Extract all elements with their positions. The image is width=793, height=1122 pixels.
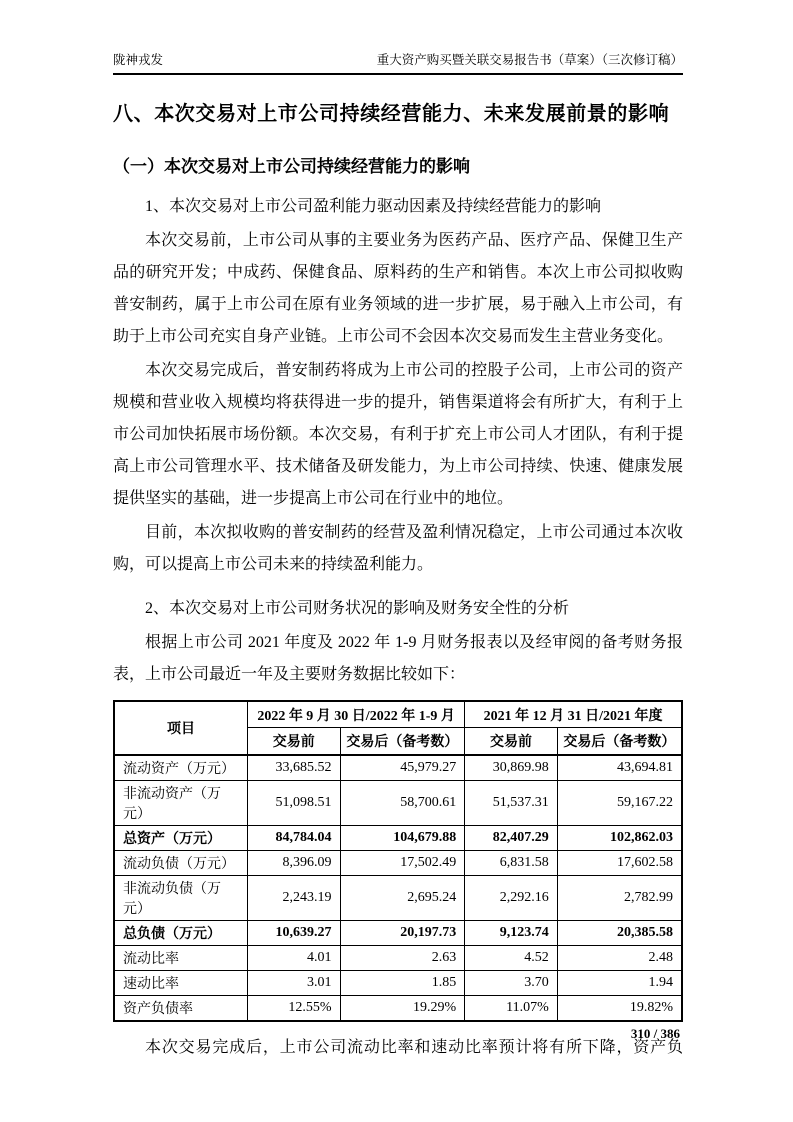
table-header (114, 701, 682, 755)
table-cell: 4.52 (465, 945, 558, 970)
table-cell: 3.70 (465, 970, 558, 995)
table-cell: 43,694.81 (557, 755, 682, 781)
table-cell: 17,602.58 (557, 850, 682, 875)
table-cell: 2,243.19 (247, 875, 340, 920)
section-title: （一）本次交易对上市公司持续经营能力的影响 (113, 157, 470, 176)
table-cell: 1.94 (557, 970, 682, 995)
table-header-item: 项目 (114, 701, 247, 755)
row-label: 总资产（万元） (114, 825, 247, 850)
row-label: 流动资产（万元） (114, 755, 247, 781)
table-row (114, 780, 682, 825)
page-number: 310 / 386 (630, 1026, 680, 1041)
table-cell: 11.07% (465, 995, 558, 1021)
chapter-title: 八、本次交易对上市公司持续经营能力、未来发展前景的影响 (113, 103, 670, 125)
table-cell: 84,784.04 (247, 825, 340, 850)
row-label: 资产负债率 (114, 995, 247, 1021)
header-full-title: 重大资产购买暨关联交易报告书（草案）（三次修订稿） (376, 53, 683, 67)
table-cell: 2,292.16 (465, 875, 558, 920)
table-cell: 17,502.49 (340, 850, 465, 875)
table-row (114, 850, 682, 875)
table-cell: 20,385.58 (557, 920, 682, 945)
table-cell: 6,831.58 (465, 850, 558, 875)
table-cell: 12.55% (247, 995, 340, 1021)
table-header-post-2022: 交易后（备考数） (340, 728, 465, 755)
paragraph-2: 本次交易完成后，普安制药将成为上市公司的控股子公司，上市公司的资产规模和营业收入规模均将获得进一步的提升，销售渠道将会有所扩大，有利于上市公司加快拓展市场份额。本次交易，有利于扩充上市公司人才团队，有利于提高上市公司管理水平、技术储备及研发能力，为上市公司持续、快速、健康发展提供坚实的基础，进一步提高上市公司在行业中的地位。 (113, 361, 683, 507)
table-cell: 8,396.09 (247, 850, 340, 875)
table-cell: 51,537.31 (465, 780, 558, 825)
table-row (114, 755, 682, 781)
table-cell: 19.29% (340, 995, 465, 1021)
table-cell: 102,862.03 (557, 825, 682, 850)
table-cell: 2,695.24 (340, 875, 465, 920)
table-cell: 4.01 (247, 945, 340, 970)
table-cell: 33,685.52 (247, 755, 340, 781)
table-row (114, 995, 682, 1021)
row-label: 流动比率 (114, 945, 247, 970)
table-cell: 82,407.29 (465, 825, 558, 850)
table-cell: 59,167.22 (557, 780, 682, 825)
table-body (114, 755, 682, 1021)
row-label: 非流动资产（万元） (114, 780, 247, 825)
table-cell: 9,123.74 (465, 920, 558, 945)
page-content (113, 0, 683, 1064)
header-short-title: 陇神戎发 (113, 53, 164, 67)
financial-comparison-table (113, 700, 683, 1022)
paragraph-1: 本次交易前，上市公司从事的主要业务为医药产品、医疗产品、保健卫生产品的研究开发；中成药、保健食品、原料药的生产和销售。本次上市公司拟收购普安制药，属于上市公司在原有业务领域的进一步扩展，易于融入上市公司，有助于上市公司充实自身产业链。上市公司不会因本次交易而发生主营业务变化。 (113, 231, 683, 345)
row-label: 非流动负债（万元） (114, 875, 247, 920)
table-cell: 51,098.51 (247, 780, 340, 825)
table-header-group-2021: 2021 年 12 月 31 日/2021 年度 (465, 701, 682, 728)
table-row-total-assets (114, 825, 682, 850)
row-label: 流动负债（万元） (114, 850, 247, 875)
table-cell: 19.82% (557, 995, 682, 1021)
table-cell: 30,869.98 (465, 755, 558, 781)
table-header-pre-2022: 交易前 (247, 728, 340, 755)
paragraph-4: 根据上市公司 2021 年度及 2022 年 1-9 月财务报表以及经审阅的备考财务报表，上市公司最近一年及主要财务数据比较如下： (113, 633, 683, 683)
table-header-post-2021: 交易后（备考数） (557, 728, 682, 755)
table-cell: 58,700.61 (340, 780, 465, 825)
table-cell: 104,679.88 (340, 825, 465, 850)
table-cell: 2.48 (557, 945, 682, 970)
paragraph-last: 本次交易完成后，上市公司流动比率和速动比率预计将有所下降，资产负 (145, 1038, 683, 1056)
table-header-group-2022: 2022 年 9 月 30 日/2022 年 1-9 月 (247, 701, 464, 728)
row-label: 总负债（万元） (114, 920, 247, 945)
table-cell: 45,979.27 (340, 755, 465, 781)
table-header-row-groups (114, 701, 682, 728)
table-cell: 2,782.99 (557, 875, 682, 920)
table-row (114, 875, 682, 920)
table-cell: 2.63 (340, 945, 465, 970)
paragraph-3: 目前，本次拟收购的普安制药的经营及盈利情况稳定，上市公司通过本次收购，可以提高上市公司未来的持续盈利能力。 (113, 523, 683, 573)
table-cell: 1.85 (340, 970, 465, 995)
table-cell: 3.01 (247, 970, 340, 995)
table-header-pre-2021: 交易前 (465, 728, 558, 755)
table-row (114, 970, 682, 995)
row-label: 速动比率 (114, 970, 247, 995)
item1-title: 1、本次交易对上市公司盈利能力驱动因素及持续经营能力的影响 (145, 197, 602, 215)
table-row (114, 945, 682, 970)
table-cell: 20,197.73 (340, 920, 465, 945)
table-cell: 10,639.27 (247, 920, 340, 945)
item2-title: 2、本次交易对上市公司财务状况的影响及财务安全性的分析 (145, 599, 570, 617)
running-header (113, 50, 683, 75)
table-row-total-liabilities (114, 920, 682, 945)
